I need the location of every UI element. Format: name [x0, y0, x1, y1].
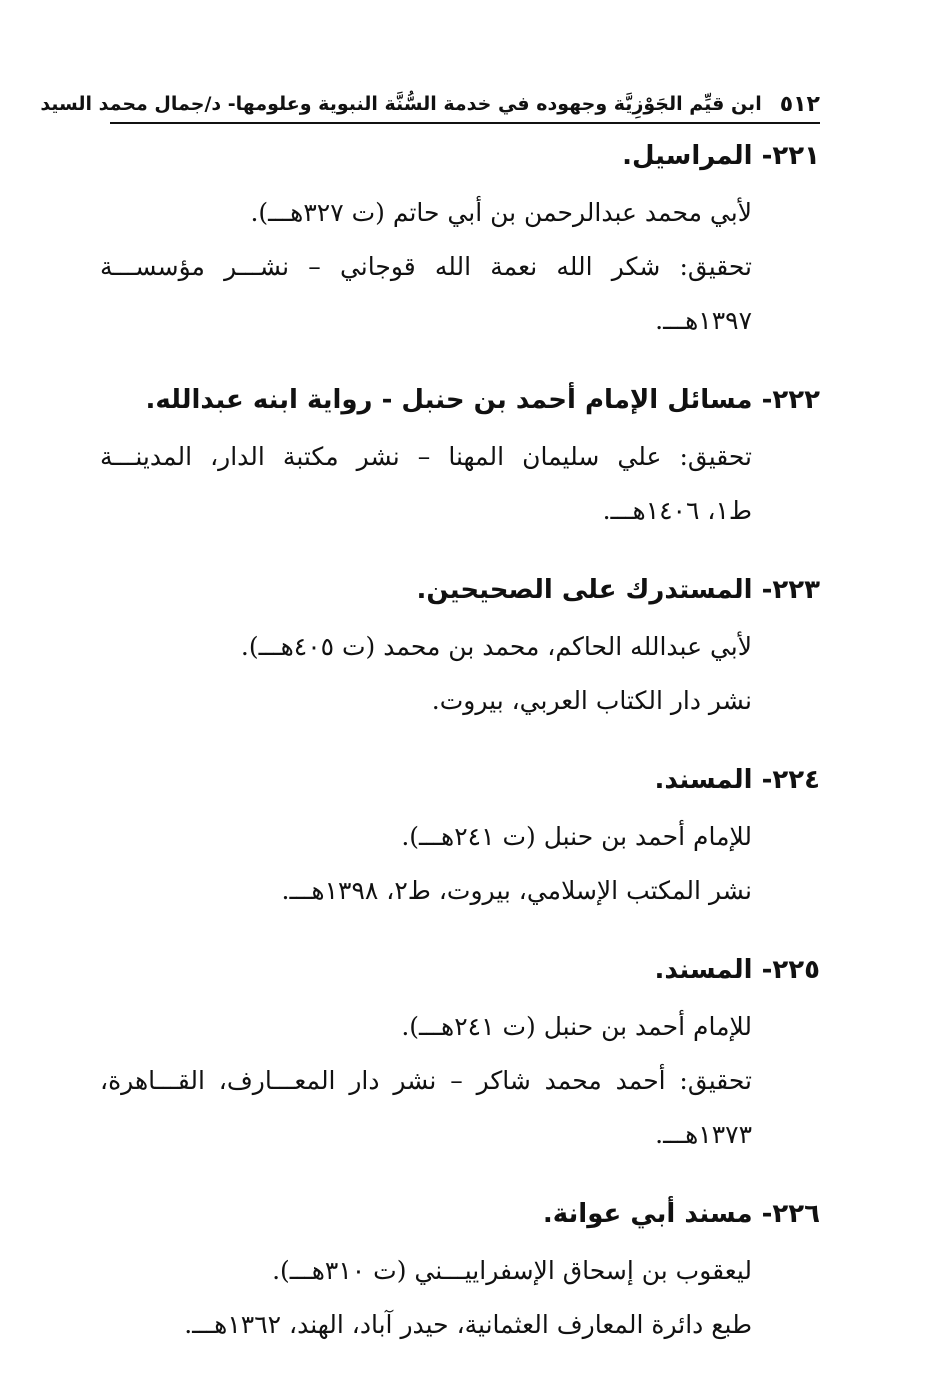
- bibliography-entry: [100, 560, 820, 728]
- entry-line: ط١، ١٤٠٦هـــ.: [602, 496, 752, 525]
- entry-dash: -: [752, 955, 773, 985]
- entry-dash: -: [752, 385, 773, 415]
- bibliography-entry: [100, 750, 820, 918]
- entry-heading: [100, 940, 820, 1000]
- entry-number: ٢٢٦: [772, 1199, 820, 1229]
- entry-line: ١٣٧٣هـــ.: [655, 1120, 752, 1149]
- entry-number: ٢٢١: [772, 141, 820, 171]
- entry-title: المراسيل.: [622, 141, 753, 171]
- entry-dash: -: [752, 141, 773, 171]
- entry-line: نشر دار الكتاب العربي، بيروت.: [431, 686, 752, 715]
- entry-line: تحقيق: علي سليمان المهنا – نشر مكتبة الدار، المدينـــة: [100, 442, 752, 471]
- bibliography-entry: [100, 1184, 820, 1352]
- entry-line: نشر المكتب الإسلامي، بيروت، ط٢، ١٣٩٨هـــ.: [281, 876, 752, 905]
- entry-heading: [100, 750, 820, 810]
- book-title: ابن قيِّم الجَوْزِيَّة وجهوده في خدمة السُّنَّة النبوية وعلومها- د/جمال محمد السيد: [40, 93, 762, 115]
- entry-line: طبع دائرة المعارف العثمانية، حيدر آباد، الهند، ١٣٦٢هـــ.: [184, 1310, 752, 1339]
- entry-line: ١٣٩٧هـــ.: [655, 306, 752, 335]
- entry-dash: -: [752, 1199, 773, 1229]
- bibliography-list: [100, 126, 820, 1374]
- entry-heading: [100, 126, 820, 186]
- entry-title: المسند.: [654, 765, 753, 795]
- entry-heading: [100, 1184, 820, 1244]
- entry-line: تحقيق: أحمد محمد شاكر – نشر دار المعـــارف، القـــاهرة،: [100, 1066, 752, 1095]
- entry-line: لأبي عبدالله الحاكم، محمد بن محمد (ت ٤٠٥هـــ).: [240, 632, 752, 661]
- entry-number: ٢٢٢: [772, 385, 820, 415]
- entry-dash: -: [752, 575, 773, 605]
- entry-line: تحقيق: شكر الله نعمة الله قوجاني – نشـــر مؤسســـة: [100, 252, 752, 281]
- bibliography-entry: [100, 940, 820, 1162]
- bibliography-entry: [100, 370, 820, 538]
- entry-line: للإمام أحمد بن حنبل (ت ٢٤١هـــ).: [401, 1012, 752, 1041]
- entry-title: مسائل الإمام أحمد بن حنبل - رواية ابنه عبدالله.: [145, 385, 753, 415]
- entry-title: المستدرك على الصحيحين.: [416, 575, 753, 605]
- bibliography-entry: [100, 126, 820, 348]
- entry-heading: [100, 560, 820, 620]
- running-header: [40, 86, 820, 124]
- page-number: ٥١٢: [779, 91, 820, 117]
- entry-line: للإمام أحمد بن حنبل (ت ٢٤١هـــ).: [401, 822, 752, 851]
- entry-number: ٢٢٥: [772, 955, 820, 985]
- entry-number: ٢٢٤: [772, 765, 820, 795]
- entry-title: المسند.: [654, 955, 753, 985]
- entry-line: لأبي محمد عبدالرحمن بن أبي حاتم (ت ٣٢٧هـــ).: [250, 198, 752, 227]
- entry-number: ٢٢٣: [772, 575, 820, 605]
- entry-heading: [100, 370, 820, 430]
- entry-title: مسند أبي عوانة.: [542, 1199, 753, 1229]
- entry-dash: -: [752, 765, 773, 795]
- entry-line: ليعقوب بن إسحاق الإسفراييـــني (ت ٣١٠هـــ).: [272, 1256, 752, 1285]
